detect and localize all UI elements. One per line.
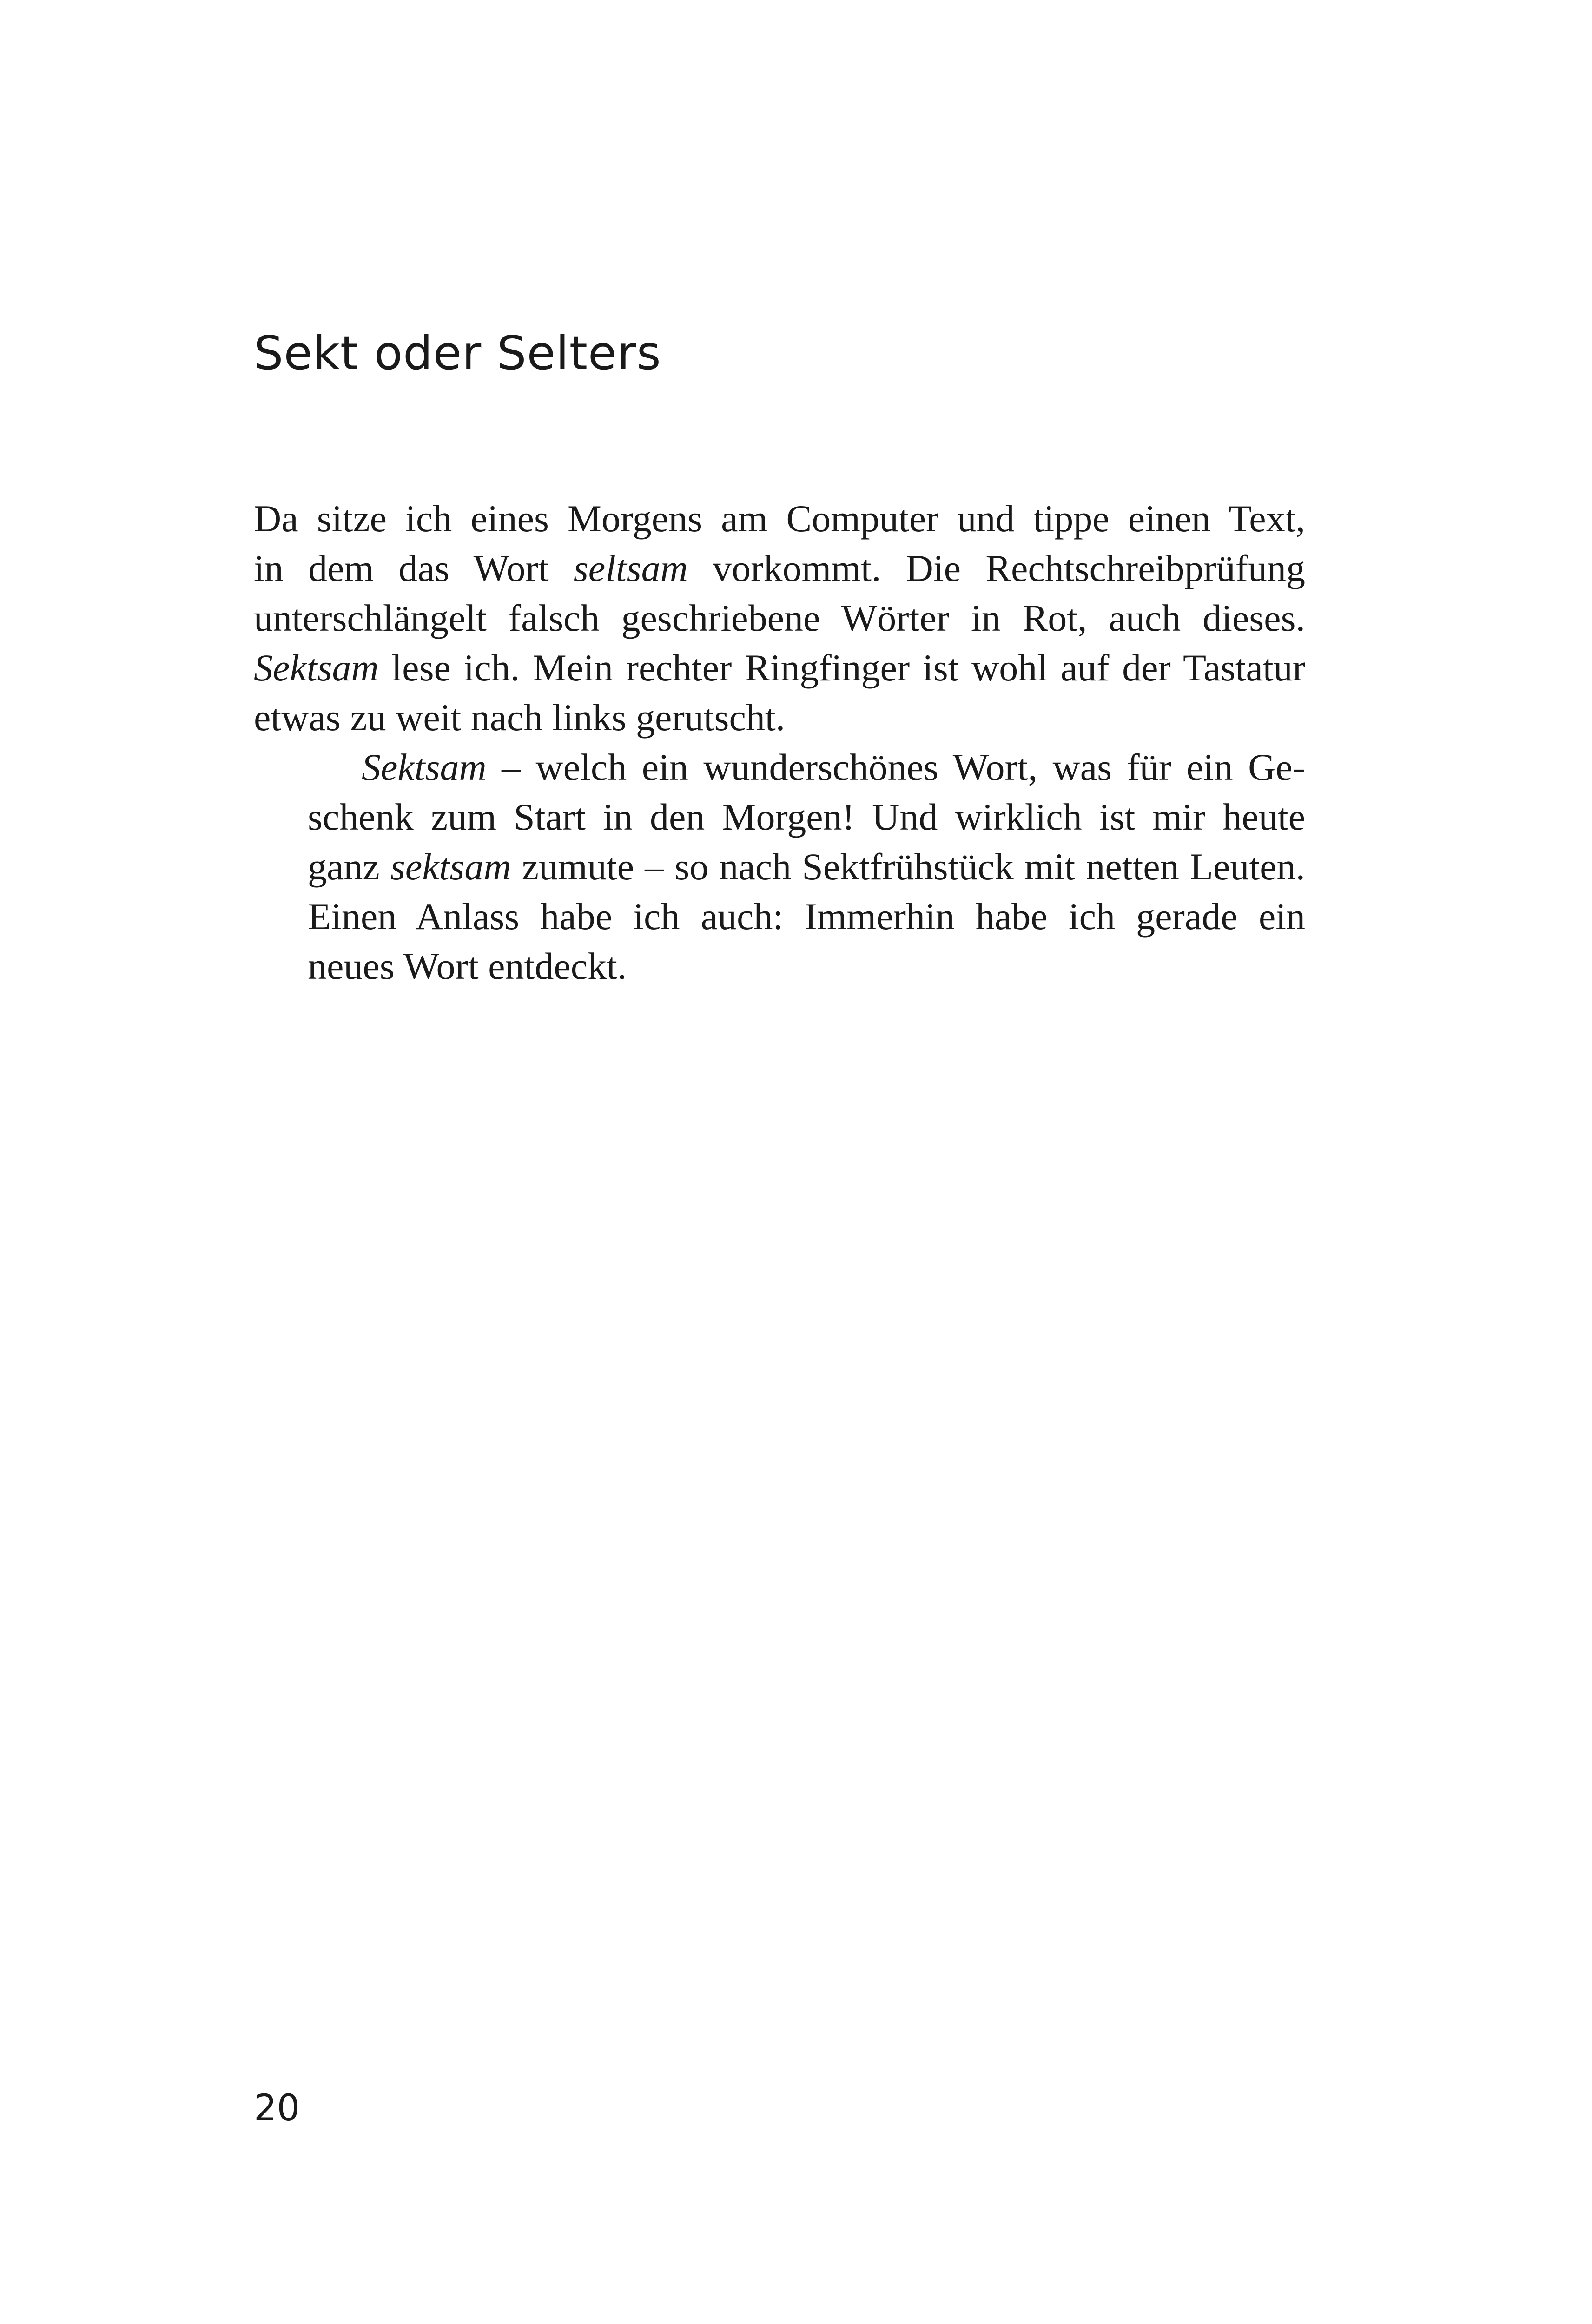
paragraph: [254, 742, 1305, 991]
text-run: ganz: [308, 845, 390, 888]
italic-word: seltsam: [573, 547, 688, 589]
text-run: Einen Anlass habe ich auch: Immerhin habe ich gerade ein: [308, 895, 1305, 938]
text-run: – welch ein wunderschönes Wort, was für ein Ge-: [486, 746, 1305, 788]
text-line: [254, 742, 1305, 792]
chapter-title: Sekt oder Selters: [254, 326, 661, 380]
text-run: Da sitze ich eines Morgens am Computer und tippe einen Text,: [254, 497, 1305, 540]
page-number: 20: [254, 2087, 300, 2129]
paragraph: [254, 494, 1305, 742]
text-run: neues Wort entdeckt.: [308, 945, 627, 987]
italic-word: Sektsam: [254, 647, 379, 689]
text-line: [254, 494, 1305, 543]
text-run: schenk zum Start in den Morgen! Und wirklich ist mir heute: [308, 796, 1305, 838]
text-run: etwas zu weit nach links gerutscht.: [254, 696, 786, 739]
text-line: [254, 693, 1305, 742]
text-line: [254, 543, 1305, 593]
text-line: [254, 643, 1305, 693]
italic-word: Sektsam: [362, 746, 487, 788]
italic-word: sektsam: [390, 845, 511, 888]
text-line: [254, 792, 1305, 842]
text-line: [254, 891, 1305, 941]
body-text: [254, 494, 1305, 991]
text-run: unterschlängelt falsch geschriebene Wörter in Rot, auch dieses.: [254, 597, 1305, 639]
text-run: in dem das Wort: [254, 547, 574, 589]
text-run: vorkommt. Die Rechtschreibprüfung: [687, 547, 1305, 589]
text-line: [254, 941, 1305, 991]
text-line: [254, 593, 1305, 643]
text-run: lese ich. Mein rechter Ringfinger ist wohl auf der Tastatur: [378, 647, 1305, 689]
text-run: zumute – so nach Sektfrühstück mit netten Leuten.: [511, 845, 1305, 888]
text-line: [254, 842, 1305, 891]
